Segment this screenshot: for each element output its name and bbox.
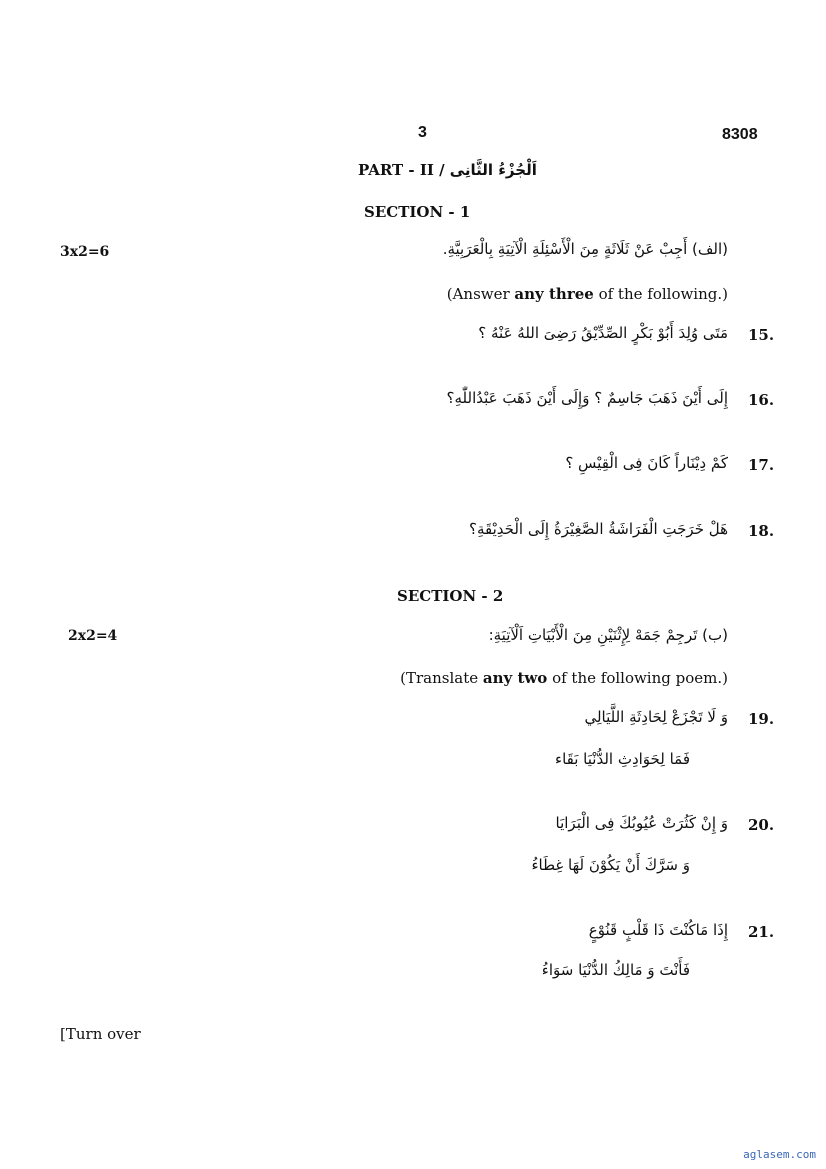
part-heading-english: PART - II / xyxy=(358,161,445,179)
poem-line-1: وَ إِنْ كَثُرَتْ عُيُوبُكَ فِى الْبَرَايَا xyxy=(555,814,728,832)
question-number: 19. xyxy=(748,710,775,728)
poem-line-1: وَ لَا تَجْزَعْ لِحَادِثَةِ اللَّيَالِي xyxy=(584,708,728,726)
instruction-text: (Answer xyxy=(446,285,515,303)
section-2-title: SECTION - 2 xyxy=(397,587,504,605)
poem-line-1: إِذَا مَاكُنْتَ ذَا قَلْبٍ قَنُوْعٍ xyxy=(588,921,728,939)
instruction-text: of the following.) xyxy=(593,285,728,303)
question-number: 17. xyxy=(748,456,775,474)
section-1-marks: 3x2=6 xyxy=(60,244,110,260)
section-1-title: SECTION - 1 xyxy=(364,203,471,221)
instruction-emphasis: any two xyxy=(482,669,548,687)
question-number: 18. xyxy=(748,522,775,540)
question-text: إِلَى أَيْنَ ذَهَبَ جَاسِمٌ ؟ وَإِلَى أَيْنَ ذَهَبَ عَبْدُاللّٰهِ؟ xyxy=(446,389,728,407)
turn-over-note: [Turn over xyxy=(60,1025,141,1043)
question-number: 21. xyxy=(748,923,775,941)
section-2-instruction-arabic: (ب) تَرجِمْ جَمَهْ لِإِثْنَيْنِ مِنَ الْأَبْيَاتِ اَلْآتِيَةِ: xyxy=(488,626,728,644)
paper-code: 8308 xyxy=(722,126,758,143)
part-heading-arabic: اَلْجُزْءُ الثَّانِى xyxy=(449,161,537,179)
poem-line-2: فَمَا لِحَوَادِثِ الدُّنْيَا بَقَاء xyxy=(555,750,690,768)
poem-line-2: وَ سَرَّكَ أَنْ يَكُوْنَ لَهَا غِطَاءُ xyxy=(531,856,690,874)
instruction-emphasis: any three xyxy=(514,285,594,303)
section-1-instruction-english xyxy=(447,285,728,303)
instruction-text: of the following poem.) xyxy=(547,669,728,687)
question-text: مَتَى وُلِدَ أَبُوْ بَكْرٍ الصِّدِّيْقُ رَضِىَ اللهُ عَنْهُ ؟ xyxy=(478,324,728,342)
section-2-instruction-english xyxy=(400,669,728,687)
question-number: 16. xyxy=(748,391,775,409)
question-text: هَلْ خَرَجَتِ الْفَرَاشَةُ الصَّغِيْرَةُ إِلَى الْحَدِيْقَةِ؟ xyxy=(469,520,728,538)
section-2-marks: 2x2=4 xyxy=(68,628,118,644)
question-number: 15. xyxy=(748,326,775,344)
section-1-instruction-arabic: (الف) أَجِبْ عَنْ ثَلَاثَةٍ مِنَ الْأَسْئِلَةِ الْآتِيَةِ بِالْعَرَبِيَّةِ. xyxy=(442,240,728,258)
part-heading xyxy=(358,160,537,179)
question-number: 20. xyxy=(748,816,775,834)
page-number: 3 xyxy=(418,124,427,141)
question-text: كَمْ دِيْنَاراً كَانَ فِى الْقِيْسِ ؟ xyxy=(565,454,728,472)
instruction-text: (Translate xyxy=(400,669,483,687)
poem-line-2: فَأَنْتَ وَ مَالِكُ الدُّنْيَا سَوَاءُ xyxy=(541,961,690,979)
watermark: aglasem.com xyxy=(743,1148,816,1161)
